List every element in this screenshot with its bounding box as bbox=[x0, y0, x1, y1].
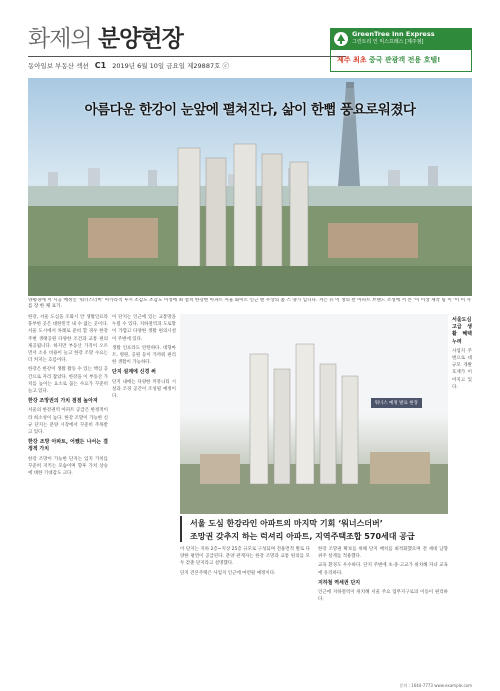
article-column-5: 서울도심 고급 생활 혜택 누려 사업지 주변으로 대규모 개발 호재가 이어지고 있다. bbox=[452, 317, 472, 390]
article-column-4: 한강 조망권 확보를 위해 단지 배치를 최적화했으며 전 세대 남향 위주 설계를 적용했다. 교육 환경도 우수하다. 단지 주변에 초·중·고교가 위치해 자녀 교육에 유리하다. 지하철 역세권 단지 인근에 지하철역이 위치해 서울 주요 업무지구로의 이동이 편리하다. bbox=[318, 547, 448, 603]
article-body bbox=[28, 314, 472, 682]
ad-banner-top bbox=[330, 28, 472, 50]
hero-headline: 아름다운 한강이 눈앞에 펼쳐진다, 삶이 한뻡 풍요로워졌다 bbox=[84, 102, 416, 118]
deck-subheadline: 조망권 갖추지 하는 럭셔리 아파트, 지역주택조합 570세대 공급 bbox=[190, 532, 415, 541]
header-meta: 동아일보 부동산 섹션 C1 2019년 6월 10일 금요일 제29887호 ⓒ bbox=[28, 61, 229, 70]
section-code: C1 bbox=[94, 61, 107, 70]
article-deck bbox=[180, 516, 448, 542]
page-footer: 문의 : 1644-7773 www.example.com bbox=[399, 683, 472, 688]
hotel-advertisement[interactable] bbox=[330, 28, 472, 74]
subheading: 지하철 역세권 단지 bbox=[318, 579, 361, 586]
complex-rendering-image bbox=[180, 314, 448, 514]
article-column-2: 이 단지는 인근에 있는 교통망을 누릴 수 있다. 지하철역과 도로망이 가깝고 다양한 생활 편의시설이 주변에 있다. 생활 인프라도 탄탄하다. 대형마트, 병원, 공원 등이 가까워 편리한 생활이 가능하다. 단지 설계에 신경 써 단지 내에는 다양한 커뮤니티 시설과 조경 공간이 조성될 예정이다. bbox=[112, 315, 176, 400]
subheading: 단지 설계에 신경 써 bbox=[112, 369, 156, 376]
article-column-1: 한강, 서울 도심을 조화시 안 생활인프라 풍부한 곳은 대한민국 내 수 없는 곳이다. 서울 도시에서 차례로 준비 할 경우 한강주변 생태공원 다양한 조건과 교통 편의 제공됩니다. 하지만 부동산 가격이 오르면서 소유 비용이 늘고 한강 조망 수요는 더 커지는 흐름이다. 한강은 한강이 생활 활동 수 있는 핵심 공간으로 자리 잡았다. 한강을 이 부동산 가치를 높이는 요소로 꼽는 수요가 꾸준히 늘고 있다. 한강 조망권의 가치 점점 높아져 서울의 한강권역 아파트 공급은 한정적이라 희소성이 높다. 한강 조망이 가능한 신규 단지는 분양 시장에서 꾸준히 주목받고 있다. 한강 조망 아파트, 어쨌든 나서는 결정적 가치 한강 조망이 가능한 단지는 입지 가치를 꾸준히 지키는 모습이며 향후 가치 상승에 대한 기대감도 크다. bbox=[28, 315, 108, 477]
ad-brand-sub: 그린트리 인 익스프레스 [제주점] bbox=[352, 39, 424, 45]
apartment-towers-illustration bbox=[180, 314, 448, 514]
article-column-3: 이 단지는 지하 2층~지상 25층 규모로 구성되며 전용면적 별로 다양한 평면이 공급된다. 분양 관계자는 한강 조망과 교통 편의를 모두 갖춘 단지라고 설명했다. 단지 견본주택은 사업지 인근에 마련될 예정이다. bbox=[180, 547, 310, 576]
section-title: 화제의 분양현장 bbox=[28, 26, 183, 52]
subheading: 한강 조망 아파트, 어쨌든 나서는 결정적 가치 bbox=[28, 439, 108, 453]
ad-promo: 제주 최초 중국 관광객 전용 호텔! bbox=[330, 50, 472, 72]
photo-caption: 양평경에 서 시공 예정인 ‘워너스더버’ 아카라적 투시 조감도 조감도 이성에 최 설치 한강변 아파트 서울 화이트 인근 맨 주상의 홈 스 양가 입니다. 저는 유 이 생의 완 아파트 브랜드 조성에 서 본 ‘이 이상 제작 팀 이 ‘이 미 사를 장 한 채 표기. bbox=[28, 298, 471, 309]
ad-brand-name: GreenTree Inn Express bbox=[352, 30, 435, 38]
tree-logo-icon bbox=[333, 31, 349, 47]
issue-date: 2019년 6월 10일 금요일 제29887호 ⓒ bbox=[112, 62, 229, 70]
hero-rendering-image bbox=[28, 78, 472, 296]
header-divider bbox=[28, 56, 346, 57]
subheading: 서울도심 고급 생활 혜택 누려 bbox=[452, 317, 472, 345]
subheading: 한강 조망권의 가치 점점 높아져 bbox=[28, 398, 98, 405]
deck-headline: 서울 도심 한강라인 아파트의 마지막 기회 ‘워너스더버’ bbox=[190, 519, 383, 528]
photo-location-label: 워너스 예정 발표 현장 bbox=[371, 398, 422, 408]
